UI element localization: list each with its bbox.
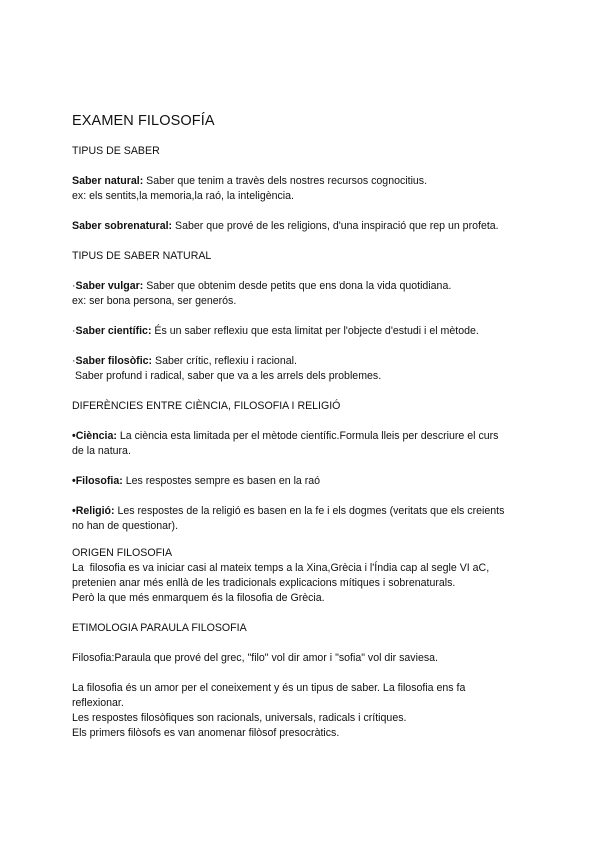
term-ciencia: •Ciència: [72, 430, 117, 442]
text-ciencia-cont: de la natura. [72, 445, 131, 457]
heading-tipus-natural: TIPUS DE SABER NATURAL [72, 250, 212, 262]
line [72, 279, 530, 294]
paragraph-saber-filosofic [72, 354, 530, 384]
heading-etimologia: ETIMOLOGIA PARAULA FILOSOFIA [72, 622, 247, 634]
term-saber-filosofic: Saber filosòfic: [75, 355, 153, 367]
etimologia-line: Les respostes filosòfiques son racionals, universals, radicals i crítiques. [72, 712, 407, 724]
etimologia-line: La filosofia és un amor per el coneixement y és un tipus de saber. La filosofia ens fa [72, 682, 466, 694]
bullet: · [72, 325, 76, 337]
paragraph-etimologia [72, 681, 530, 741]
line [72, 429, 530, 444]
line [72, 474, 530, 489]
heading-tipus-saber: TIPUS DE SABER [72, 145, 160, 157]
text-saber-cientific: És un saber reflexiu que esta limitat per l'objecte d'estudi i el mètode. [151, 325, 479, 337]
text-religio-cont: no han de questionar). [72, 520, 179, 532]
origen-line: pretenien anar més enllà de les tradicionals explicacions mítiques i sobrenaturals. [72, 577, 456, 589]
bullet: · [72, 355, 76, 367]
heading-origen: ORIGEN FILOSOFIA [72, 547, 173, 559]
paragraph-ciencia [72, 429, 530, 459]
term-saber-sobrenatural: Saber sobrenatural: [72, 220, 173, 232]
line [72, 219, 530, 234]
detail-saber-filosofic: Saber profund i radical, saber que va a les arrels dels problemes. [72, 370, 382, 382]
paragraph-definition [72, 651, 530, 666]
paragraph-saber-cientific [72, 324, 530, 339]
text-ciencia: La ciència esta limitada per el mètode científic.Formula lleis per descriure el curs [116, 430, 499, 442]
term-saber-cientific: Saber científic: [75, 325, 152, 337]
text-religio: Les respostes de la religió es basen en la fe i els dogmes (veritats que els creients [114, 505, 505, 517]
line [72, 504, 530, 519]
paragraph-saber-natural [72, 174, 530, 204]
document-title: EXAMEN FILOSOFÍA [72, 113, 215, 129]
origen-line: Però la que més enmarquem és la filosofia de Grècia. [72, 592, 325, 604]
line [72, 174, 530, 189]
paragraph-saber-sobrenatural [72, 219, 530, 234]
paragraph-filosofia [72, 474, 530, 489]
text-saber-natural: Saber que tenim a travès dels nostres recursos cognocitius. [143, 175, 428, 187]
text-saber-filosofic: Saber crític, reflexiu i racional. [152, 355, 297, 367]
origen-line: La filosofia es va iniciar casi al mateix temps a la Xina,Grècia i l'Índia cap al segle VI aC, [72, 562, 490, 574]
text-saber-vulgar: Saber que obtenim desde petits que ens dona la vida quotidiana. [143, 280, 452, 292]
term-saber-vulgar: Saber vulgar: [75, 280, 144, 292]
example-saber-natural: ex: els sentits,la memoria,la raó, la inteligència. [72, 190, 294, 202]
section-origen [72, 546, 530, 606]
paragraph-saber-vulgar [72, 279, 530, 309]
etimologia-line: reflexionar. [72, 697, 124, 709]
text-saber-sobrenatural: Saber que prové de les religions, d'una inspiració que rep un profeta. [172, 220, 499, 232]
line [72, 324, 530, 339]
term-religio: •Religió: [72, 505, 115, 517]
heading-diferencies: DIFERÈNCIES ENTRE CIÈNCIA, FILOSOFIA I RELIGIÓ [72, 400, 341, 412]
paragraph-religio [72, 504, 530, 534]
term-filosofia: •Filosofia: [72, 475, 123, 487]
definition-filosofia: Filosofia:Paraula que prové del grec, "filo" vol dir amor i "sofia" vol dir saviesa. [72, 652, 438, 664]
example-saber-vulgar: ex: ser bona persona, ser generós. [72, 295, 237, 307]
line [72, 354, 530, 369]
term-saber-natural: Saber natural: [72, 175, 144, 187]
etimologia-line: Els primers filòsofs es van anomenar filòsof presocràtics. [72, 727, 340, 739]
text-filosofia: Les respostes sempre es basen en la raó [122, 475, 321, 487]
bullet: · [72, 280, 76, 292]
